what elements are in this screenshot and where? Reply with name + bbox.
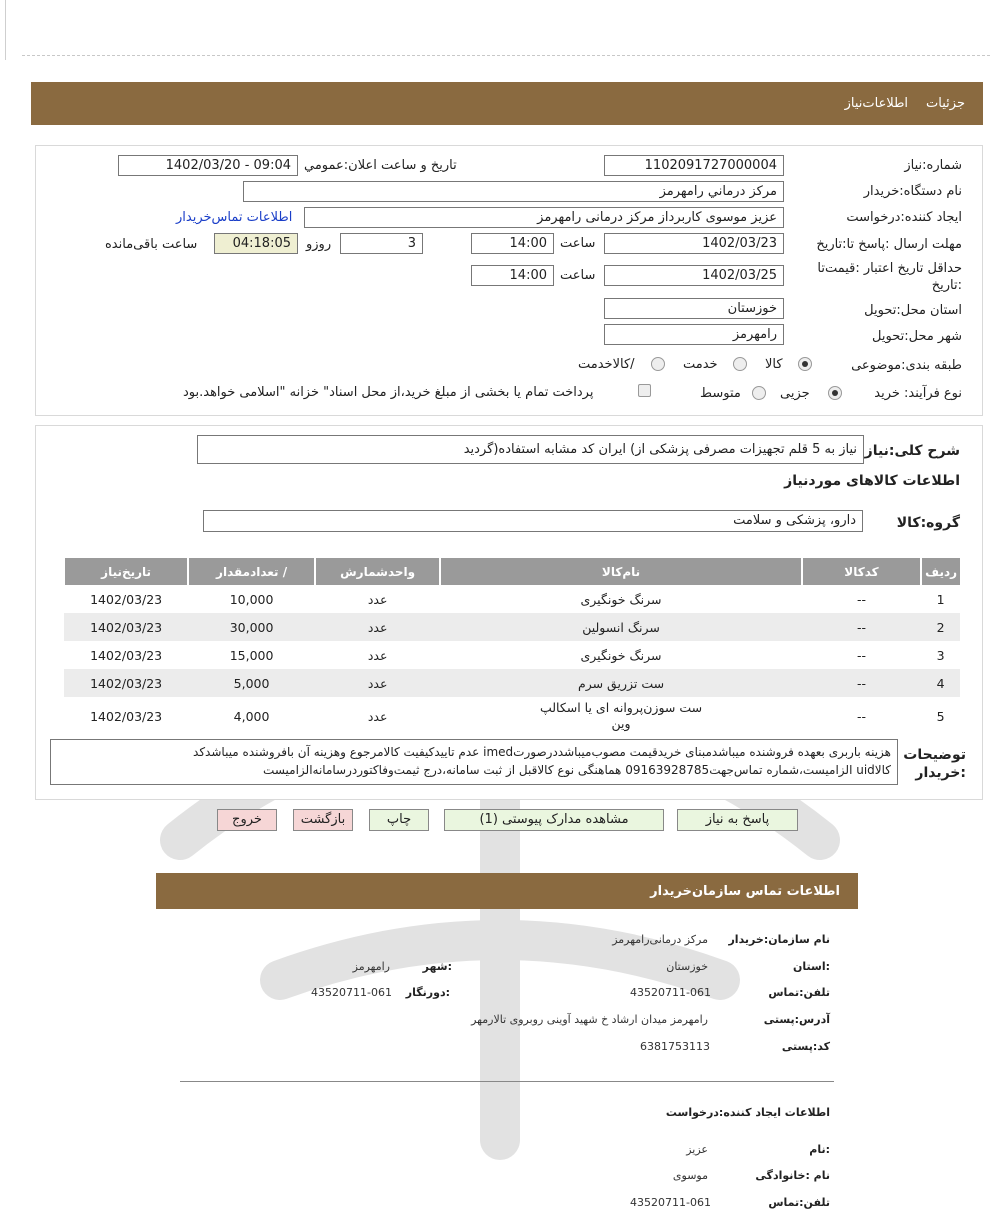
validity-date-field: 1402/03/25 bbox=[604, 265, 784, 286]
goods-code: -- bbox=[802, 669, 922, 697]
requester-phone-label: تلفن:تماس bbox=[768, 1196, 830, 1209]
goods-code: -- bbox=[802, 613, 922, 641]
buyer-contact-link[interactable]: اطلاعات تماس‌خریدار bbox=[176, 210, 293, 225]
contact-city-value: رامهرمز bbox=[352, 960, 390, 973]
unit: عدد bbox=[367, 591, 388, 607]
row-number: 3 bbox=[936, 647, 945, 663]
requester-last-name-value: موسوی bbox=[672, 1169, 708, 1182]
unit: عدد bbox=[315, 613, 440, 641]
col-unit: واحدشمارش bbox=[315, 558, 440, 585]
remaining-label: ساعت باقی‌مانده bbox=[105, 237, 198, 252]
send-time-field: 14:00 bbox=[471, 233, 554, 254]
page-left-edge bbox=[5, 0, 6, 60]
send-hour-label: ساعت bbox=[560, 236, 596, 251]
process-radio-medium[interactable] bbox=[752, 386, 766, 400]
category-option-goods: کالا bbox=[765, 357, 783, 372]
contact-province-value: خوزستان bbox=[666, 960, 708, 973]
goods-table bbox=[63, 558, 960, 735]
need-date: 1402/03/23 bbox=[64, 669, 188, 697]
goods-name: سرنگ انسولین bbox=[440, 613, 801, 641]
requester-phone-value: 43520711-061 bbox=[630, 1196, 711, 1209]
contact-phone-label: تلفن:تماس bbox=[768, 986, 830, 999]
tab-need-info[interactable]: اطلاعات‌نیاز bbox=[844, 96, 909, 111]
requester-label: ایجاد کننده:درخواست bbox=[846, 210, 962, 225]
send-deadline-label: مهلت ارسال :پاسخ تا:تاریخ bbox=[816, 237, 962, 252]
contact-phone-value: 43520711-061 bbox=[630, 986, 711, 999]
goods-code: -- bbox=[856, 708, 866, 724]
table-row bbox=[64, 585, 960, 613]
category-radio-goods[interactable] bbox=[798, 357, 812, 371]
province-label: استان محل:تحویل bbox=[864, 303, 962, 318]
goods-name: سرنگ خونگیری bbox=[580, 647, 662, 663]
validity-hour-label: ساعت bbox=[560, 268, 596, 283]
tab-details[interactable]: جزئیات bbox=[926, 96, 965, 111]
category-radio-service[interactable] bbox=[733, 357, 747, 371]
row-number: 2 bbox=[921, 613, 960, 641]
process-option-minor: جزیی bbox=[780, 386, 810, 401]
need-date: 1402/03/23 bbox=[64, 613, 188, 641]
col-goods-code: کدکالا bbox=[802, 558, 922, 585]
col-goods-name: نام‌کالا bbox=[440, 558, 801, 585]
announce-label: تاریخ و ساعت اعلان:عمومي bbox=[304, 158, 457, 173]
goods-info-title: اطلاعات کالاهای موردنیاز bbox=[784, 473, 960, 489]
contact-divider bbox=[180, 1081, 834, 1082]
table-header-row bbox=[64, 558, 960, 585]
contact-org-value: مرکز درمانی‌رامهرمز bbox=[612, 933, 708, 946]
unit: عدد bbox=[315, 669, 440, 697]
description-field: نیاز به 5 قلم تجهیزات مصرفی پزشکی از) ایران کد مشابه استفاده(گردید bbox=[197, 435, 864, 464]
process-radio-minor[interactable] bbox=[828, 386, 842, 400]
contact-postal-value: 6381753113 bbox=[640, 1040, 710, 1053]
buyer-notes-label-line1: توضیحات bbox=[903, 747, 966, 763]
contact-address-label: آدرس:پستی bbox=[763, 1013, 830, 1026]
treasury-note: پرداخت تمام یا بخشی از مبلغ خرید،از محل اسناد" خزانه "اسلامی خواهد.بود bbox=[183, 385, 594, 400]
category-option-both: /کالاخدمت bbox=[578, 357, 635, 372]
quantity: 15,000 bbox=[229, 647, 274, 663]
contact-address-value: رامهرمز میدان ارشاد خ شهید آوینی روبروی تالارمهر bbox=[471, 1013, 708, 1026]
goods-name: ست سوزن‌پروانه ای یا اسکالپ وین bbox=[539, 700, 703, 731]
province-field: خوزستان bbox=[604, 298, 784, 319]
category-option-service: خدمت bbox=[683, 357, 718, 372]
buyer-notes-box bbox=[50, 739, 898, 785]
buyer-notes-line1: هزینه باربری بعهده فروشنده میباشدمبنای خریدقیمت مصوب‌میباشددرصورتimed عدم تاییدکیفیت کالامرجوع وهزینه آن بافروشنده میباشدکد bbox=[193, 745, 891, 759]
validity-time-field: 14:00 bbox=[471, 265, 554, 286]
buyer-notes-line2: کالاuid الزامیست،شماره تماس‌جهت09163928785 هماهنگی نوع کالاقبل از ثبت سامانه،درج ثیمت‌وفاکتوردرسامانه‌الزامیست bbox=[263, 763, 891, 777]
need-number-field: 1102091727000004 bbox=[604, 155, 784, 176]
days-label: روزو bbox=[306, 237, 332, 252]
table-row bbox=[64, 669, 960, 697]
quantity: 5,000 bbox=[188, 669, 315, 697]
category-radio-both[interactable] bbox=[651, 357, 665, 371]
back-button[interactable]: بازگشت bbox=[293, 809, 353, 831]
contact-header-title: اطلاعات تماس سازمان‌خریدار bbox=[650, 883, 840, 899]
contact-fax-value: 43520711-061 bbox=[311, 986, 392, 999]
need-date: 1402/03/23 bbox=[90, 591, 163, 607]
category-label: طبقه بندی:موضوعی bbox=[851, 358, 962, 373]
row-number: 1 bbox=[936, 591, 945, 607]
exit-button[interactable]: خروج bbox=[217, 809, 277, 831]
remaining-time-field: 04:18:05 bbox=[214, 233, 298, 254]
goods-code: -- bbox=[856, 647, 866, 663]
print-button[interactable]: چاپ bbox=[369, 809, 429, 831]
validity-label-line1: حداقل تاریخ اعتبار :قیمت‌تا bbox=[817, 261, 962, 276]
need-date: 1402/03/23 bbox=[90, 708, 163, 724]
contact-province-label: :استان bbox=[793, 960, 830, 973]
validity-label-line2: :تاریخ bbox=[931, 278, 962, 293]
need-date: 1402/03/23 bbox=[90, 647, 163, 663]
requester-last-name-label: نام :خانوادگی bbox=[755, 1169, 830, 1182]
col-quantity: / تعدادمقدار bbox=[188, 558, 315, 585]
goods-name: ست تزریق سرم bbox=[440, 669, 801, 697]
goods-group-field: دارو، پزشکی و سلامت bbox=[203, 510, 863, 532]
days-field: 3 bbox=[340, 233, 423, 254]
treasury-checkbox[interactable] bbox=[638, 384, 651, 397]
quantity: 4,000 bbox=[233, 708, 270, 724]
requester-first-name-value: عزیز bbox=[686, 1143, 708, 1156]
details-header bbox=[31, 82, 983, 125]
goods-code: -- bbox=[856, 591, 866, 607]
unit: عدد bbox=[367, 647, 388, 663]
requester-first-name-label: :نام bbox=[809, 1143, 830, 1156]
send-date-field: 1402/03/23 bbox=[604, 233, 784, 254]
need-number-label: شماره:نیاز bbox=[904, 158, 962, 173]
contact-org-label: نام سازمان:خریدار bbox=[728, 933, 830, 946]
city-label: شهر محل:تحویل bbox=[872, 329, 962, 344]
unit: عدد bbox=[367, 708, 388, 724]
buyer-org-field: مرکز درماني رامهرمز bbox=[243, 181, 784, 202]
process-option-medium: متوسط bbox=[700, 386, 741, 401]
reply-button[interactable]: پاسخ به نیاز bbox=[677, 809, 798, 831]
col-row-number: ردیف bbox=[921, 558, 960, 585]
table-row bbox=[64, 613, 960, 641]
contact-header bbox=[156, 873, 858, 909]
contact-postal-label: کد:پستی bbox=[781, 1040, 830, 1053]
col-need-date: تاریخ‌نیاز bbox=[64, 558, 188, 585]
city-field: رامهرمز bbox=[604, 324, 784, 345]
announce-field: 1402/03/20 - 09:04 bbox=[118, 155, 298, 176]
description-label: شرح کلی:نیاز bbox=[864, 443, 960, 459]
buyer-notes-label-line2: :خریدار bbox=[915, 765, 966, 781]
requester-info-title: اطلاعات ایجاد کننده:درخواست bbox=[665, 1106, 830, 1119]
view-attachments-button[interactable]: مشاهده مدارک پیوستی (1) bbox=[444, 809, 664, 831]
row-number: 5 bbox=[936, 708, 945, 724]
process-label: نوع فرآیند: خرید bbox=[874, 386, 962, 401]
goods-name: سرنگ خونگیری bbox=[580, 591, 662, 607]
quantity: 10,000 bbox=[229, 591, 274, 607]
contact-city-label: :شهر bbox=[422, 960, 452, 973]
quantity: 30,000 bbox=[188, 613, 315, 641]
top-divider bbox=[22, 55, 990, 56]
buyer-org-label: نام دستگاه:خریدار bbox=[863, 184, 962, 199]
requester-field: عزیز موسوی کاربرداز مرکز درمانی رامهرمز bbox=[304, 207, 784, 228]
table-row bbox=[64, 641, 960, 669]
goods-group-label: گروه:کالا bbox=[896, 515, 960, 531]
table-row bbox=[64, 697, 960, 735]
contact-fax-label: :دورنگار bbox=[405, 986, 450, 999]
row-number: 4 bbox=[921, 669, 960, 697]
